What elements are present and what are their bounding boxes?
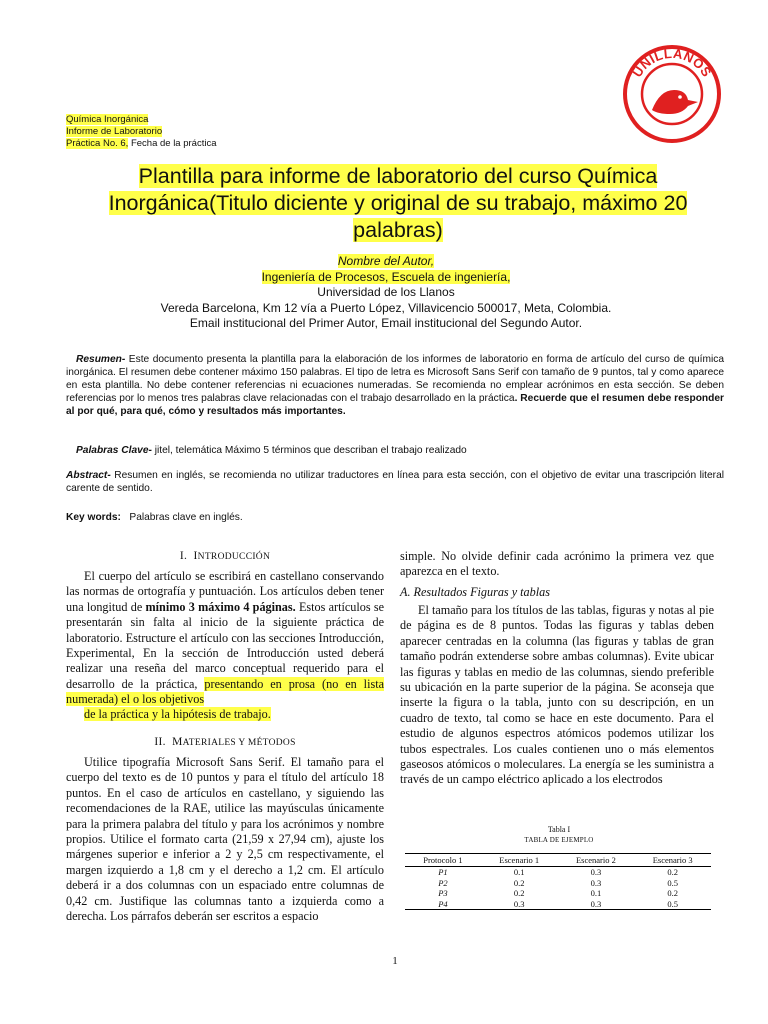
practice-number: Práctica No. 6, <box>66 138 129 149</box>
author-department: Ingeniería de Procesos, Escuela de ingeniería, <box>261 269 511 284</box>
resultados-paragraph: El tamaño para los títulos de las tablas, figuras y notas al pie de página es de 8 puntos. Todas las figuras y tablas deben aparecer centradas en la columna (las figuras y tablas de gran tamaño podrán extenderse sobre ambas columnas). Evite ubicar las figuras y tablas en medio de las columnas, siendo preferible su ubicación en la parte superior de la página. Se aconseja que inserte la figura o la tabla, junto con su descripción, en un cuadro de texto, tal como se hace en este documento. Para el estudio de algunos espectros atómicos podemos utilizar los tubos espectrales. Los cuales contienen uno o más elementos gaseosos atómicos o moleculares. La energía se les suministra a través de un campo eléctrico aplicado a los electrodos <box>400 603 714 787</box>
subsection-heading-resultados: A. Resultados Figuras y tablas <box>400 585 550 599</box>
table-cell: 0.5 <box>667 877 678 888</box>
page-number: 1 <box>392 955 398 967</box>
abstract-label: Abstract- <box>66 470 111 481</box>
table-cell: P4 <box>405 899 481 910</box>
resumen-label: Resumen- <box>76 354 126 365</box>
table-cell: 0.2 <box>667 867 678 877</box>
table-cell: 0.2 <box>513 877 525 888</box>
table-cell: 0.3 <box>558 899 635 910</box>
key-words-label: Key words: <box>66 512 121 523</box>
table-row <box>405 867 711 878</box>
intro-length-bold: mínimo 3 máximo 4 páginas. <box>145 599 296 614</box>
table-cell: 0.1 <box>513 867 525 877</box>
table-cell: 0.3 <box>481 899 558 910</box>
paper-title: Plantilla para informe de laboratorio del curso Química Inorgánica(Titulo diciente y original de su trabajo, máximo 20 palabras) <box>108 164 688 242</box>
table-title: TABLA DE EJEMPLO <box>524 836 594 844</box>
intro-hypothesis-line <box>84 707 384 722</box>
practice-date: Fecha de la práctica <box>128 138 217 149</box>
table-cell: 0.3 <box>590 877 602 888</box>
intro-text-1: El cuerpo del artículo se escribirá en castellano conservando las normas de ortografía y puntuación. Los artículos deben tener una longitud de <box>66 569 384 614</box>
abstract-paragraph <box>66 470 724 496</box>
course-name: Química Inorgánica <box>66 114 149 125</box>
table-cell: P2 <box>438 877 448 888</box>
abstract-text: Resumen en inglés, se recomienda no utilizar traductores en línea para esta sección, con el objetivo de evitar una trascripción literal carente de sentido. <box>66 470 724 494</box>
key-words-paragraph <box>66 512 724 525</box>
section-heading-introduccion: I. INTRODUCCIÓN <box>179 550 271 562</box>
table-cell: P1 <box>438 867 448 877</box>
table-header-cell: Escenario 2 <box>558 854 635 867</box>
materiales-paragraph: Utilice tipografía Microsoft Sans Serif. El tamaño para el cuerpo del texto es de 10 puntos y para el título del artículo 18 puntos. En el caso de artículos en castellano, y siguiendo las recomendaciones de la RAE, utilice las mayúsculas únicamente para la primera palabra del título y para los acrónimos y nombre propios. Utilice el formato carta (21,59 x 27,94 cm), ajuste los márgenes superior e inferior a 2 y 2,5 cm respectivamente, el margen izquierdo a 1,8 cm y el derecho a 1,2 cm. El artículo deberá ir a dos columnas con un espaciado entre columnas de 0,42 cm. Justifique las columnas tanto a izquierda como a derecha. Los párrafos deberán ser escritos a espacio <box>66 755 384 924</box>
palabras-clave-paragraph <box>66 445 724 458</box>
section-heading-materiales: II. MATERIALES Y MÉTODOS <box>154 736 296 748</box>
table-row <box>405 888 711 899</box>
table-header-cell: Protocolo 1 <box>405 854 481 867</box>
author-address: Vereda Barcelona, Km 12 vía a Puerto López, Villavicencio 500017, Meta, Colombia. <box>160 300 612 315</box>
table-cell: 0.1 <box>590 888 602 898</box>
table-number: Tabla I <box>547 825 571 834</box>
example-table <box>405 853 711 910</box>
table-cell: 0.3 <box>590 867 602 877</box>
author-university: Universidad de los Llanos <box>317 285 455 299</box>
table-cell: P3 <box>438 888 448 898</box>
table-cell: 0.2 <box>667 888 678 898</box>
author-name: Nombre del Autor, <box>337 254 435 268</box>
table-cell: 0.5 <box>634 899 711 910</box>
author-block <box>100 254 672 332</box>
table-caption <box>404 825 714 845</box>
resumen-text: Este documento presenta la plantilla para la elaboración de los informes de laboratorio en forma de artículo del curso de química inorgánica. El resumen debe contener máximo 150 palabras. El tipo de letra es Microsoft Sans Serif con tamaño de 9 puntos, tal y como aparece en esta plantilla. No debe contener referencias ni ecuaciones numeradas. Se recomienda no emplear acrónimos en esta sección. Se deben referencias por lo menos tres palabras clave relacionadas con el trabajo desarrollado en la práctica <box>66 354 724 404</box>
table-header-cell: Escenario 3 <box>634 854 711 867</box>
intro-hypothesis-highlight: de la práctica y la hipótesis de trabajo. <box>84 707 271 721</box>
report-type: Informe de Laboratorio <box>66 126 163 137</box>
document-header <box>66 114 217 150</box>
table-cell: 0.2 <box>513 888 525 898</box>
intro-objectives-highlight: presentando en prosa (no en lista numerada) el o los objetivos <box>66 676 384 707</box>
svg-text:UNILLANOS: UNILLANOS <box>629 45 715 80</box>
table-row <box>405 878 711 889</box>
palabras-clave-text: jitel, telemática Máximo 5 términos que describan el trabajo realizado <box>151 445 467 456</box>
intro-paragraph <box>66 569 384 708</box>
intro-text-2: Estos artículos se presentarán sin falta al inicio de la siguiente práctica de laboratorio. Estructure el artículo con las secciones Introducción, Experimental, En la sección de Introducción usted deberá realizar una reseña del marco conceptual requerido para el desarrollo de la práctica, <box>66 599 384 691</box>
right-column-intro-paragraph: simple. No olvide definir cada acrónimo la primera vez que aparezca en el texto. <box>400 549 714 579</box>
resumen-bold-text: . Recuerde que el resumen debe responder al por qué, para qué, cómo y resultados más importantes. <box>66 392 724 417</box>
resumen-paragraph <box>66 354 724 419</box>
author-emails: Email institucional del Primer Autor, Email institucional del Segundo Autor. <box>189 316 583 330</box>
table-row <box>405 899 711 910</box>
table-header-cell: Escenario 1 <box>481 854 558 867</box>
palabras-clave-label: Palabras Clave- <box>76 445 152 456</box>
key-words-text: Palabras clave en inglés. <box>120 512 243 523</box>
unillanos-logo <box>622 44 722 144</box>
